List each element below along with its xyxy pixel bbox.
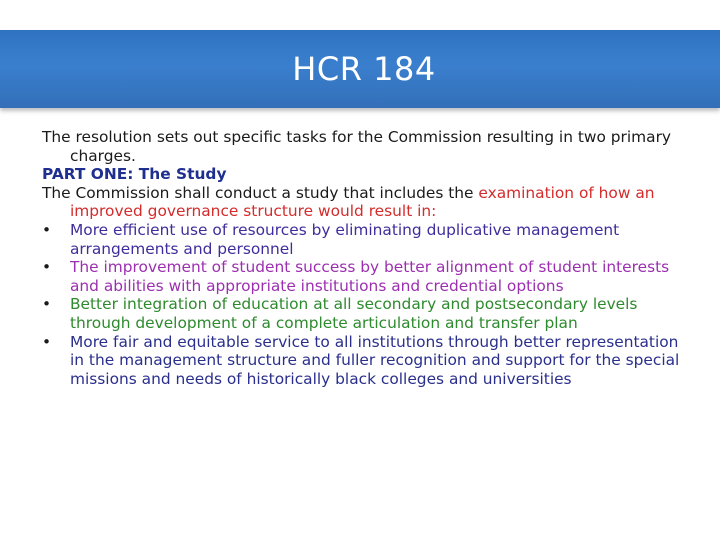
bullet-list xyxy=(42,221,692,388)
slide-title: HCR 184 xyxy=(292,50,436,88)
bullet-text: Better integration of education at all secondary and postsecondary levels through development of a complete articulation and transfer plan xyxy=(70,295,638,332)
bullet-text: More fair and equitable service to all institutions through better representation in the management structure and fuller recognition and support for the special missions and needs of historically black colleges and universities xyxy=(70,332,680,388)
section-heading: PART ONE: The Study xyxy=(42,165,227,184)
bullet-item-student-success xyxy=(42,258,692,295)
study-paragraph xyxy=(42,184,692,221)
intro-paragraph: The resolution sets out specific tasks for the Commission resulting in two primary charges. xyxy=(42,128,672,165)
bullet-icon: • xyxy=(42,332,52,351)
bullet-text: The improvement of student success by better alignment of student interests and abilities with appropriate institutions and credential options xyxy=(70,258,670,295)
bullet-icon: • xyxy=(42,258,52,277)
title-banner xyxy=(0,30,720,108)
bullet-icon: • xyxy=(42,220,52,239)
study-highlight-text: examination of how an improved governance structure would result in: xyxy=(70,183,655,221)
study-lead-text: The Commission shall conduct a study that includes the xyxy=(42,183,479,202)
bullet-item-efficiency xyxy=(42,221,692,258)
bullet-item-equitable-service xyxy=(42,333,692,389)
bullet-text: More efficient use of resources by eliminating duplicative management arrangements and personnel xyxy=(70,220,620,258)
bullet-icon: • xyxy=(42,295,52,314)
bullet-item-integration xyxy=(42,295,692,332)
slide-body xyxy=(42,128,692,388)
